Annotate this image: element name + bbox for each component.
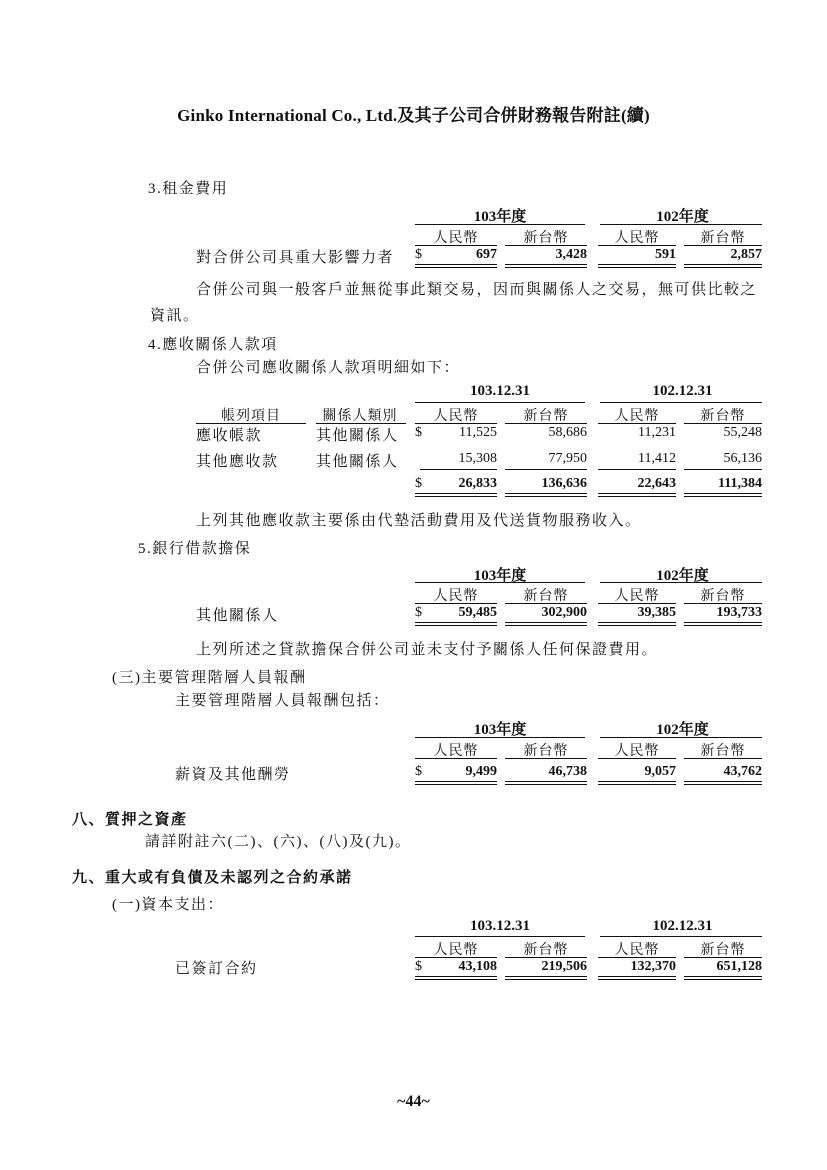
receivables-row1-twd-a: 58,686: [548, 425, 587, 440]
guarantee-currency: $: [415, 605, 422, 620]
management-value-twd-b: 43,762: [723, 764, 762, 779]
rent-value-twd-a: 3,428: [555, 247, 587, 262]
receivables-col-category: 關係人類別: [322, 409, 398, 424]
receivables-col-rmb-a: 人民幣: [433, 409, 479, 424]
rent-col-twd-a: 新台幣: [523, 231, 569, 246]
management-value-twd-a: 46,738: [548, 764, 587, 779]
management-value-rmb-a: 9,499: [465, 764, 497, 779]
commitments-col-twd-a: 新台幣: [523, 943, 569, 958]
receivables-col-rmb-b: 人民幣: [614, 409, 660, 424]
commitments-currency: $: [415, 959, 422, 974]
guarantee-col-rmb-b: 人民幣: [614, 589, 660, 604]
receivables-note: 上列其他應收款主要係由代墊活動費用及代送貨物服務收入。: [196, 513, 642, 529]
management-intro: 主要管理階層人員報酬包括：: [175, 693, 390, 709]
management-year-b: 102年度: [656, 722, 709, 738]
receivables-row1-rmb-b: 11,231: [638, 425, 676, 440]
commitments-heading: 九、重大或有負債及未認列之合約承諾: [72, 870, 353, 886]
commitments-date-b: 102.12.31: [652, 918, 713, 934]
receivables-row1-category: 其他關係人: [316, 428, 399, 444]
commitments-col-twd-b: 新台幣: [700, 943, 746, 958]
receivables-row1-item: 應收帳款: [196, 428, 263, 444]
guarantee-heading: 5.銀行借款擔保: [138, 541, 252, 557]
receivables-heading: 4.應收關係人款項: [148, 337, 278, 353]
guarantee-year-a: 103年度: [473, 568, 527, 584]
guarantee-year-b: 102年度: [656, 568, 709, 584]
rent-row-label: 對合併公司具重大影響力者: [196, 250, 395, 266]
management-heading: (三)主要管理階層人員報酬: [112, 670, 307, 686]
rent-currency: $: [415, 247, 422, 262]
management-col-rmb-a: 人民幣: [433, 744, 479, 759]
management-col-twd-b: 新台幣: [700, 744, 746, 759]
management-col-twd-a: 新台幣: [523, 744, 569, 759]
guarantee-note: 上列所述之貸款擔保合併公司並未支付予關係人任何保證費用。: [196, 642, 659, 658]
receivables-col-twd-b: 新台幣: [700, 409, 746, 424]
receivables-total-currency: $: [415, 476, 422, 491]
page-title: Ginko International Co., Ltd.及其子公司合併財務報告附註(續): [177, 106, 650, 125]
rent-note-line1: 合併公司與一般客戶並無從事此類交易，因而與關係人之交易，無可供比較之: [196, 282, 758, 298]
receivables-row1-rmb-a: 11,525: [459, 425, 497, 440]
commitments-sub: (一)資本支出：: [112, 897, 224, 913]
guarantee-col-rmb-a: 人民幣: [433, 589, 479, 604]
rent-value-twd-b: 2,857: [730, 247, 762, 262]
page-number: ~44~: [397, 1093, 430, 1110]
management-col-rmb-b: 人民幣: [614, 744, 660, 759]
guarantee-row-label: 其他關係人: [196, 608, 279, 624]
management-row-label: 薪資及其他酬勞: [175, 767, 291, 783]
commitments-date-a: 103.12.31: [470, 918, 530, 934]
rent-year-a: 103年度: [473, 209, 527, 225]
receivables-row2-twd-b: 56,136: [723, 451, 762, 466]
rent-col-twd-b: 新台幣: [700, 231, 746, 246]
receivables-row2-rmb-a: 15,308: [458, 451, 497, 466]
commitments-col-rmb-b: 人民幣: [614, 943, 660, 958]
rent-col-rmb-b: 人民幣: [614, 231, 660, 246]
receivables-total-twd-a: 136,636: [541, 476, 587, 491]
commitments-value-rmb-b: 132,370: [630, 959, 676, 974]
receivables-date-a: 103.12.31: [470, 383, 530, 399]
commitments-col-rmb-a: 人民幣: [433, 943, 479, 958]
guarantee-value-twd-b: 193,733: [716, 605, 762, 620]
receivables-intro: 合併公司應收關係人款項明細如下：: [196, 360, 461, 376]
rent-value-rmb-a: 697: [476, 247, 497, 262]
commitments-value-rmb-a: 43,108: [458, 959, 497, 974]
guarantee-value-rmb-b: 39,385: [637, 605, 676, 620]
receivables-row2-item: 其他應收款: [196, 454, 279, 470]
receivables-row1-currency: $: [415, 425, 422, 440]
guarantee-value-rmb-a: 59,485: [458, 605, 497, 620]
commitments-row-label: 已簽訂合約: [175, 961, 258, 977]
receivables-date-b: 102.12.31: [652, 383, 713, 399]
receivables-total-twd-b: 111,384: [718, 476, 762, 491]
receivables-row2-twd-a: 77,950: [548, 451, 587, 466]
receivables-col-item: 帳列項目: [221, 409, 281, 424]
management-currency: $: [415, 764, 422, 779]
receivables-total-rmb-b: 22,643: [637, 476, 676, 491]
management-year-a: 103年度: [473, 722, 527, 738]
receivables-total-rmb-a: 26,833: [458, 476, 497, 491]
commitments-value-twd-b: 651,128: [716, 959, 762, 974]
rent-year-b: 102年度: [656, 209, 709, 225]
guarantee-value-twd-a: 302,900: [541, 605, 587, 620]
rent-heading: 3.租金費用: [148, 181, 229, 197]
guarantee-col-twd-b: 新台幣: [700, 589, 746, 604]
rent-value-rmb-b: 591: [655, 247, 676, 262]
commitments-value-twd-a: 219,506: [541, 959, 587, 974]
receivables-row2-category: 其他關係人: [316, 454, 399, 470]
rent-note-line2: 資訊。: [150, 308, 200, 324]
pledged-heading: 八、質押之資產: [72, 812, 188, 828]
receivables-col-twd-a: 新台幣: [523, 409, 569, 424]
rent-col-rmb-a: 人民幣: [433, 231, 479, 246]
pledged-text: 請詳附註六(二)、(六)、(八)及(九)。: [145, 834, 412, 850]
receivables-row2-rmb-b: 11,412: [638, 451, 676, 466]
management-value-rmb-b: 9,057: [644, 764, 676, 779]
receivables-row1-twd-b: 55,248: [723, 425, 762, 440]
guarantee-col-twd-a: 新台幣: [523, 589, 569, 604]
